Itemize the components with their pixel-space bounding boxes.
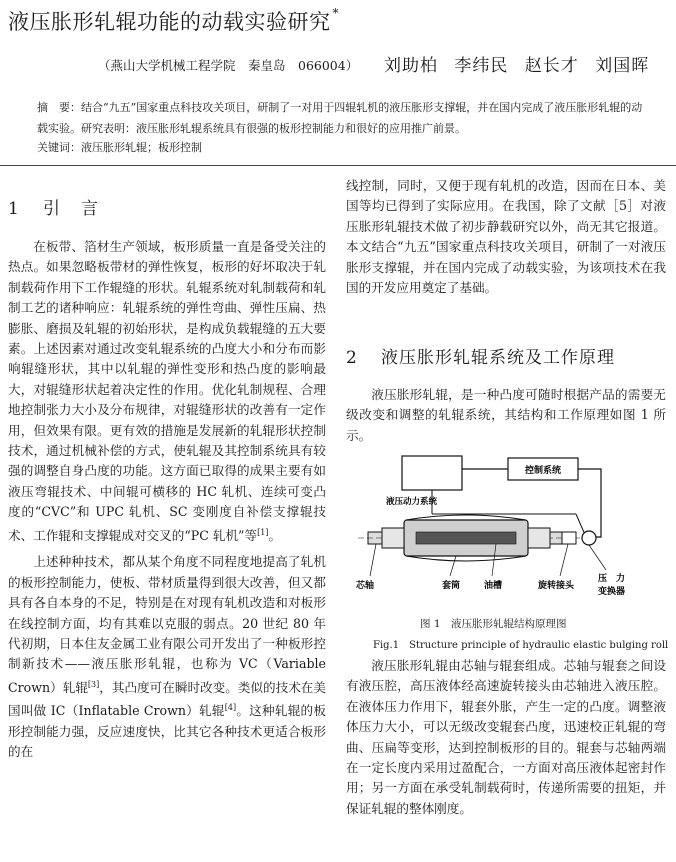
figure-1-caption-cn: 图 1 液压胀形轧辊结构原理图 (420, 618, 567, 630)
paragraph: 线控制，同时，又便于现有轧机的改造，因而在日本、美国等均已得到了实际应用。在我国，除了文献［5］对液压胀形轧辊技术做了初步静载研究以外，尚无其它报道。本文结合“九五”国家重点科技攻关项目，研制了一对液压胀形支撑辊，并在国内完成了动载实验，为该项技术在我国的开发应用奠定了基础。 (346, 178, 666, 296)
affiliation: （燕山大学机械工程学院 秦皇岛 066004） (98, 58, 359, 73)
keywords-text: 液压胀形轧辊；板形控制 (81, 141, 202, 154)
paragraph: 液压胀形轧辊，是一种凸度可随时根据产品的需要无级改变和调整的轧辊系统，其结构和工作原理如图 1 所示。 (346, 387, 666, 443)
label-pressure-2: 变换器 (598, 587, 626, 597)
paragraph: 液压胀形轧辊由芯轴与辊套组成。芯轴与辊套之间设有液压腔，高压液体经高速旋转接头由芯轴进入液压腔。在液体压力作用下，辊套外胀，产生一定的凸度。调整液体压力大小，可以无级改变辊套凸度，迅速校正轧辊的弯曲、压扁等变形，达到控制板形的目的。辊套与芯轴两端在一定长度内采用过盈配合，一方面对高压液体起密封作用；另一方面在承受轧制载荷时，传递所需要的扭矩，并保证轧辊的整体刚度。 (346, 658, 666, 816)
section-2-heading (346, 343, 615, 368)
hydraulic-power-box (402, 456, 462, 490)
label-oil-groove: 油槽 (484, 581, 503, 591)
authors: 刘助柏 李纬民 赵长才 刘国晖 (384, 56, 650, 76)
label-rotary-joint: 旋转接头 (538, 581, 575, 591)
keywords (37, 139, 202, 155)
citation: [3] (87, 679, 100, 689)
paragraph: 在板带、箔材生产领域，板形质量一直是备受关注的热点。如果忽略板带材的弹性恢复，板形的好坏取决于轧制载荷作用下工作辊缝的形状。轧辊系统对轧制载荷和轧制工艺的诸种响应：轧辊系统的弹性弯曲、弹性压扁、热膨胀、磨损及轧辊的初始形状，是构成负载辊缝的五大要素。上述因素对通过改变轧辊系统的凸度大小和分布而影响辊缝形状，其中以轧辊的弹性变形和热凸度的影响最大，对辊缝形状起着决定性的作用。优化轧制规程、合理地控制张力大小及分布规律，对辊缝形状的改善有一定作用，但效果有限。更有效的措施是发展新的轧辊形状控制技术，通过机械补偿的方式，使轧辊及其控制系统具有较强的调整自身凸度的功能。这方面已取得的成果主要有如液压弯辊技术、中间辊可横移的 HC 轧机、连续可变凸度的“CVC”和 UPC 轧机、SC 变刚度自补偿支撑辊技术、工作辊和支撑辊成对交叉的“PC 轧机”等[1]。 (8, 239, 326, 543)
section-2-number: 2 (346, 348, 359, 368)
section-2-intro (346, 385, 666, 446)
citation: [1] (257, 527, 269, 537)
pressure-transducer-symbol (582, 531, 596, 545)
citation: [4] (224, 703, 237, 713)
paper-title: 液压胀形轧辊功能的动载实验研究 * (8, 6, 339, 34)
right-column-top (346, 176, 666, 298)
abstract-text: 结合“九五”国家重点科技攻关项目，研制了一对用于四辊轧机的液压胀形支撑辊，并在国内完成了液压胀形轧辊的动载实验。研究表明：液压胀形轧辊系统具有很强的板形控制能力和很好的应用推广前景。 (37, 101, 643, 135)
control-system-label: 控制系统 (524, 466, 562, 476)
section-2-body (346, 656, 666, 819)
section-2-title: 液压胀形轧辊系统及工作原理 (381, 348, 616, 368)
title-footnote-mark: * (332, 6, 339, 20)
hydraulic-power-label: 液压动力系统 (386, 497, 438, 507)
label-pressure-1: 压 力 (598, 574, 626, 584)
paragraph: 上述种种技术，都从某个角度不同程度地提高了轧机的板形控制能力，使板、带材质量得到很大改善，但又都具有各自本身的不足，特别是在对现有轧机改造和对板形在线控制方面，均有其难以克服的弱点。20 世纪 80 年代初期，日本住友金属工业有限公司开发出了一种板形控制新技术——液压胀形轧辊，也称为 VC（Variable Crown）轧辊[3]，其凸度可在瞬时改变。类似的技术在美国叫做 IC（Inflatable Crown）轧辊[4]。这种轧辊的板形控制能力强，反应速度快，比其它各种技术更适合板形的在 (8, 554, 326, 760)
left-column-body (8, 237, 326, 763)
figure-1-diagram (346, 452, 666, 598)
header-divider (0, 165, 676, 166)
section-1-number: 1 (8, 199, 21, 219)
figure-1-caption-en: Fig.1 Structure principle of hydraulic elastic bulging roll (373, 640, 669, 651)
keywords-label: 关键词： (37, 141, 81, 154)
label-core-shaft: 芯轴 (356, 581, 375, 591)
oil-groove (416, 532, 516, 544)
abstract-label: 摘 要： (37, 101, 81, 114)
section-1-heading (8, 194, 100, 219)
label-sleeve: 套筒 (442, 581, 461, 591)
section-1-title: 引 言 (43, 199, 101, 219)
abstract (37, 97, 647, 139)
